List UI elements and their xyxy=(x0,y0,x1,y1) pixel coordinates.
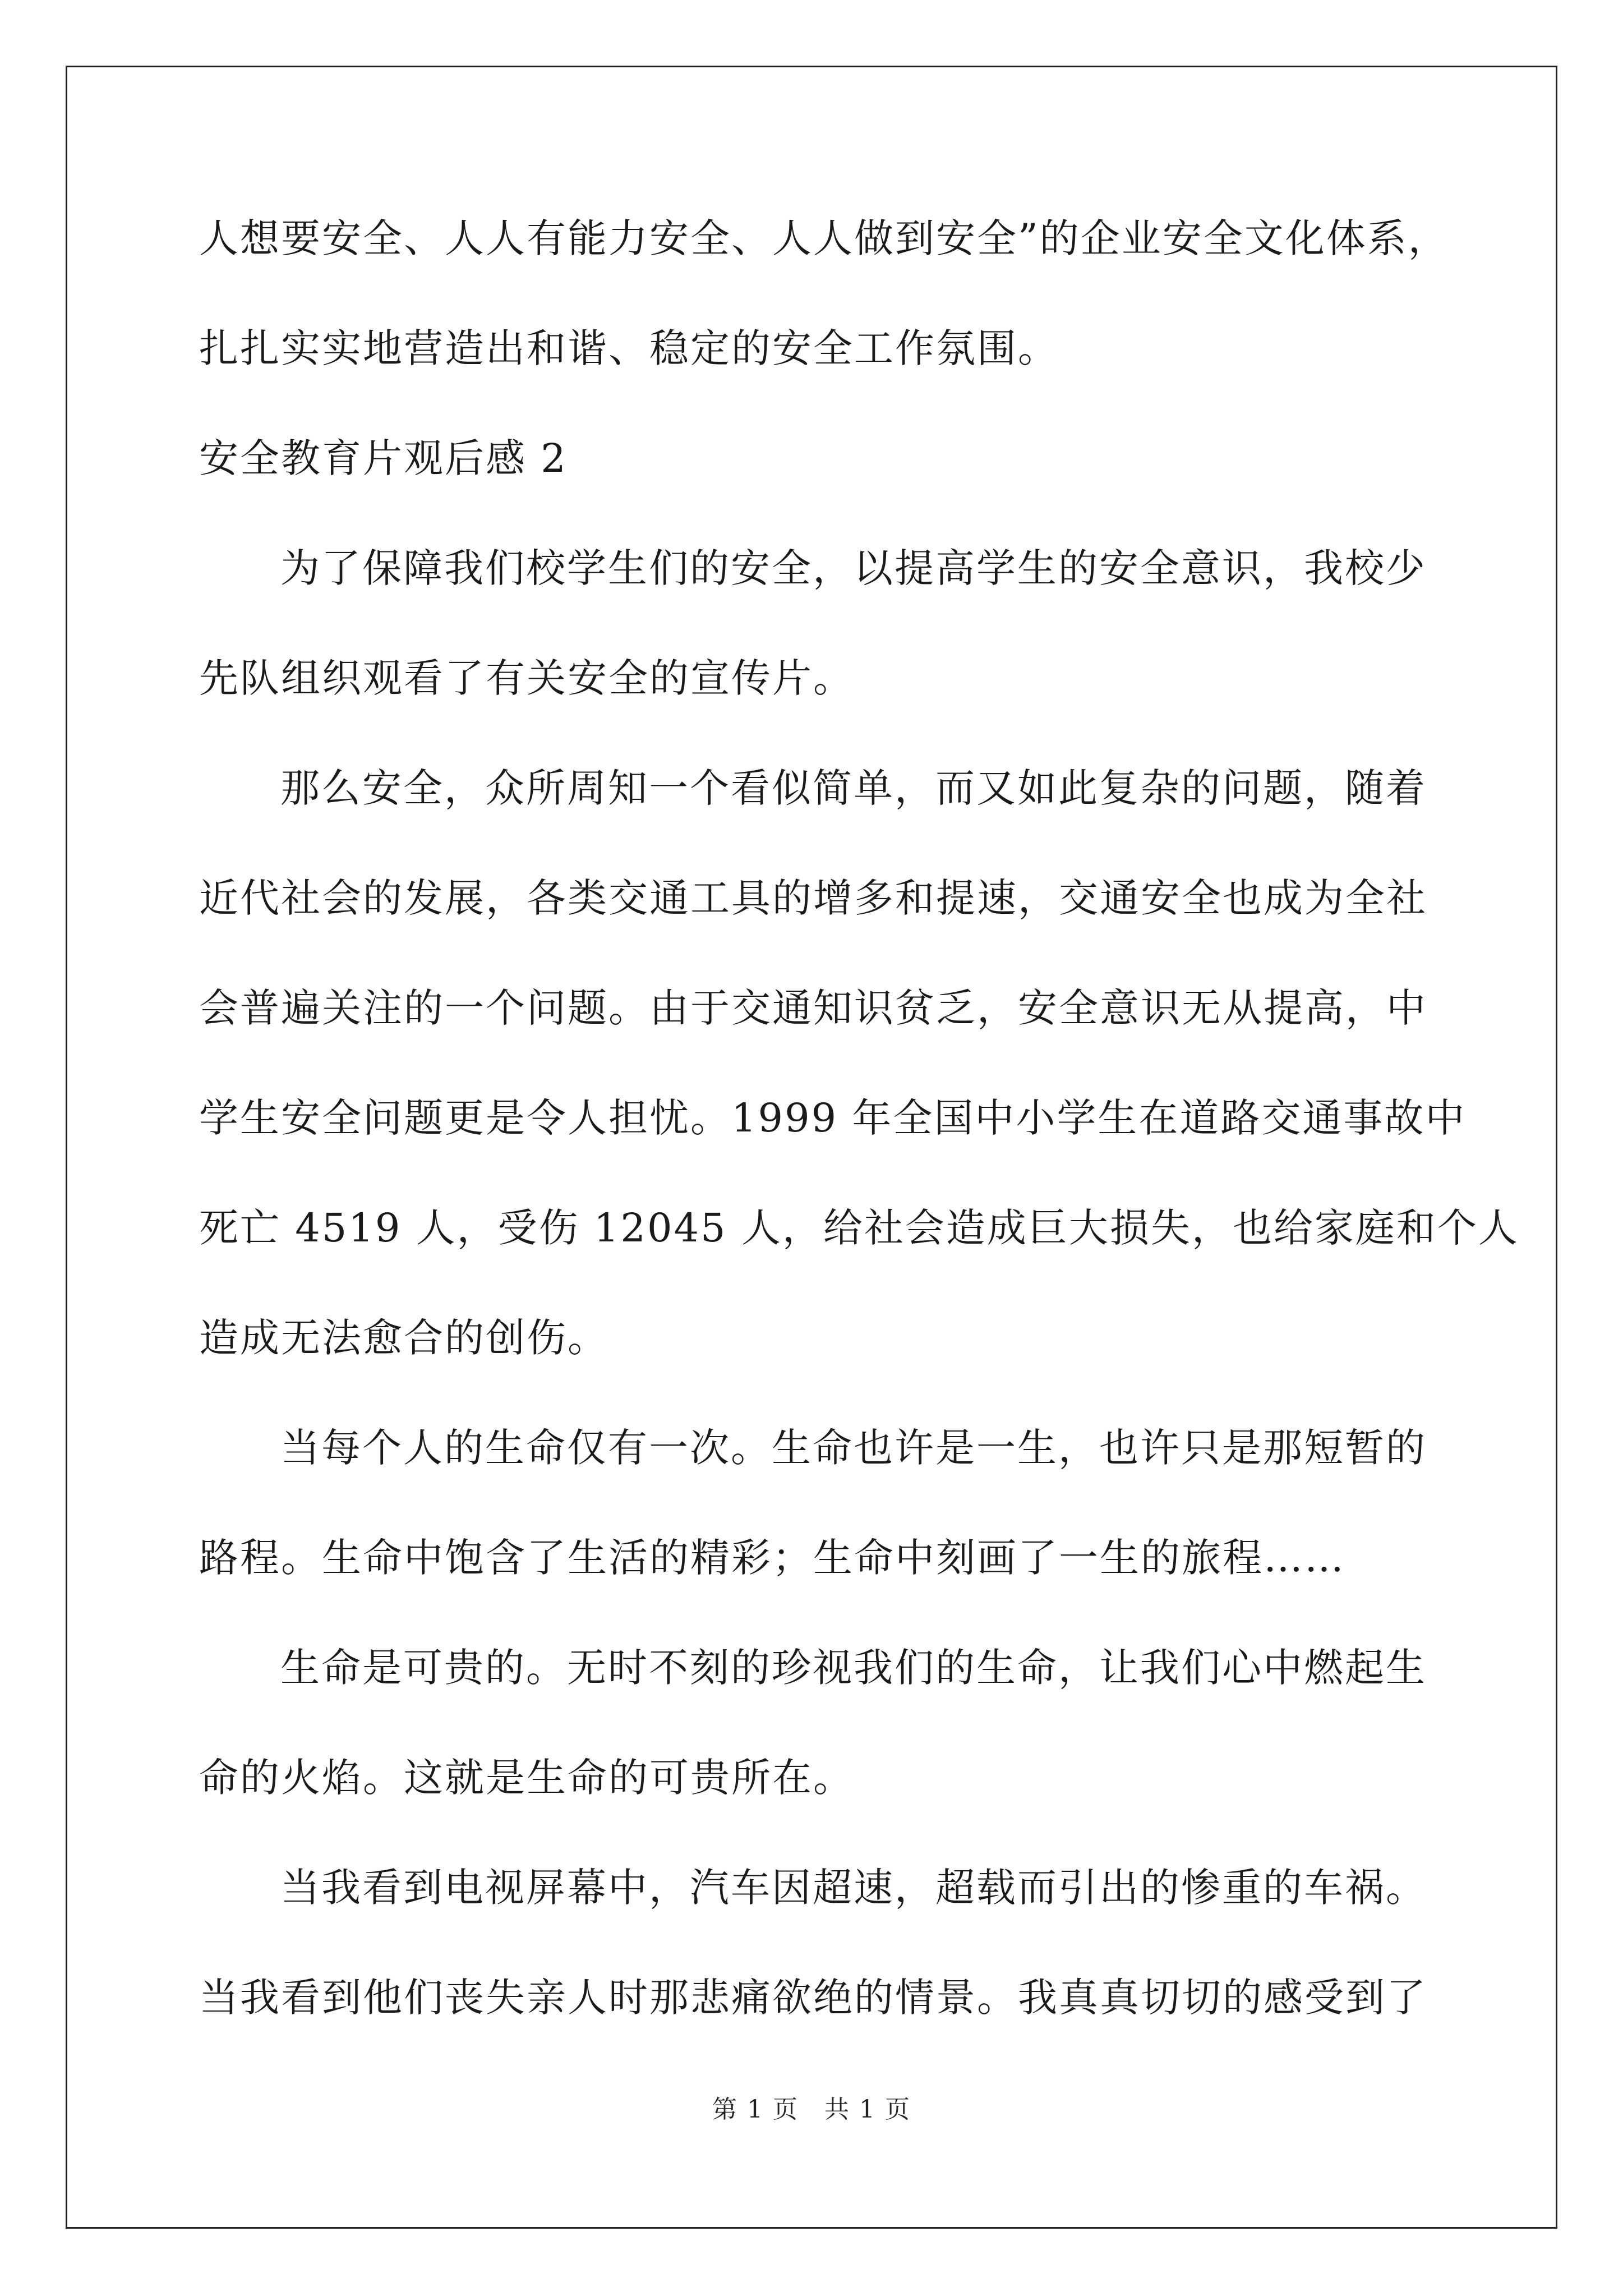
paragraph-first-line: 当我看到电视屏幕中，汽车因超速，超载而引出的惨重的车祸。 xyxy=(280,1865,1427,1911)
text-line: 当我看到他们丧失亲人时那悲痛欲绝的情景。我真真切切的感受到了 xyxy=(199,1975,1427,2021)
text-line: 路程。生命中饱含了生活的精彩；生命中刻画了一生的旅程…… xyxy=(199,1535,1345,1581)
document-body xyxy=(199,215,1519,2088)
section-heading: 安全教育片观后感 2 xyxy=(199,435,568,481)
paragraph-first-line: 为了保障我们校学生们的安全，以提高学生的安全意识，我校少 xyxy=(280,545,1427,591)
text-line: 造成无法愈合的创伤。 xyxy=(199,1315,608,1361)
paragraph-first-line: 生命是可贵的。无时不刻的珍视我们的生命，让我们心中燃起生 xyxy=(280,1645,1427,1691)
text-line: 会普遍关注的一个问题。由于交通知识贫乏，安全意识无从提高，中 xyxy=(199,985,1427,1031)
text-line: 死亡 4519 人，受伤 12045 人，给社会造成巨大损失，也给家庭和个人 xyxy=(199,1205,1519,1251)
text-line: 近代社会的发展，各类交通工具的增多和提速，交通安全也成为全社 xyxy=(199,875,1427,921)
text-line: 命的火焰。这就是生命的可贵所在。 xyxy=(199,1755,854,1801)
paragraph-first-line: 当每个人的生命仅有一次。生命也许是一生，也许只是那短暂的 xyxy=(280,1425,1427,1471)
text-line: 学生安全问题更是令人担忧。1999 年全国中小学生在道路交通事故中 xyxy=(199,1095,1467,1141)
page-footer: 第 1 页 共 1 页 xyxy=(712,2095,911,2124)
text-line: 人想要安全、人人有能力安全、人人做到安全”的企业安全文化体系， xyxy=(199,215,1449,261)
text-line: 先队组织观看了有关安全的宣传片。 xyxy=(199,655,854,701)
text-line: 扎扎实实地营造出和谐、稳定的安全工作氛围。 xyxy=(199,325,1059,371)
paragraph-first-line: 那么安全，众所周知一个看似简单，而又如此复杂的问题，随着 xyxy=(280,765,1427,811)
